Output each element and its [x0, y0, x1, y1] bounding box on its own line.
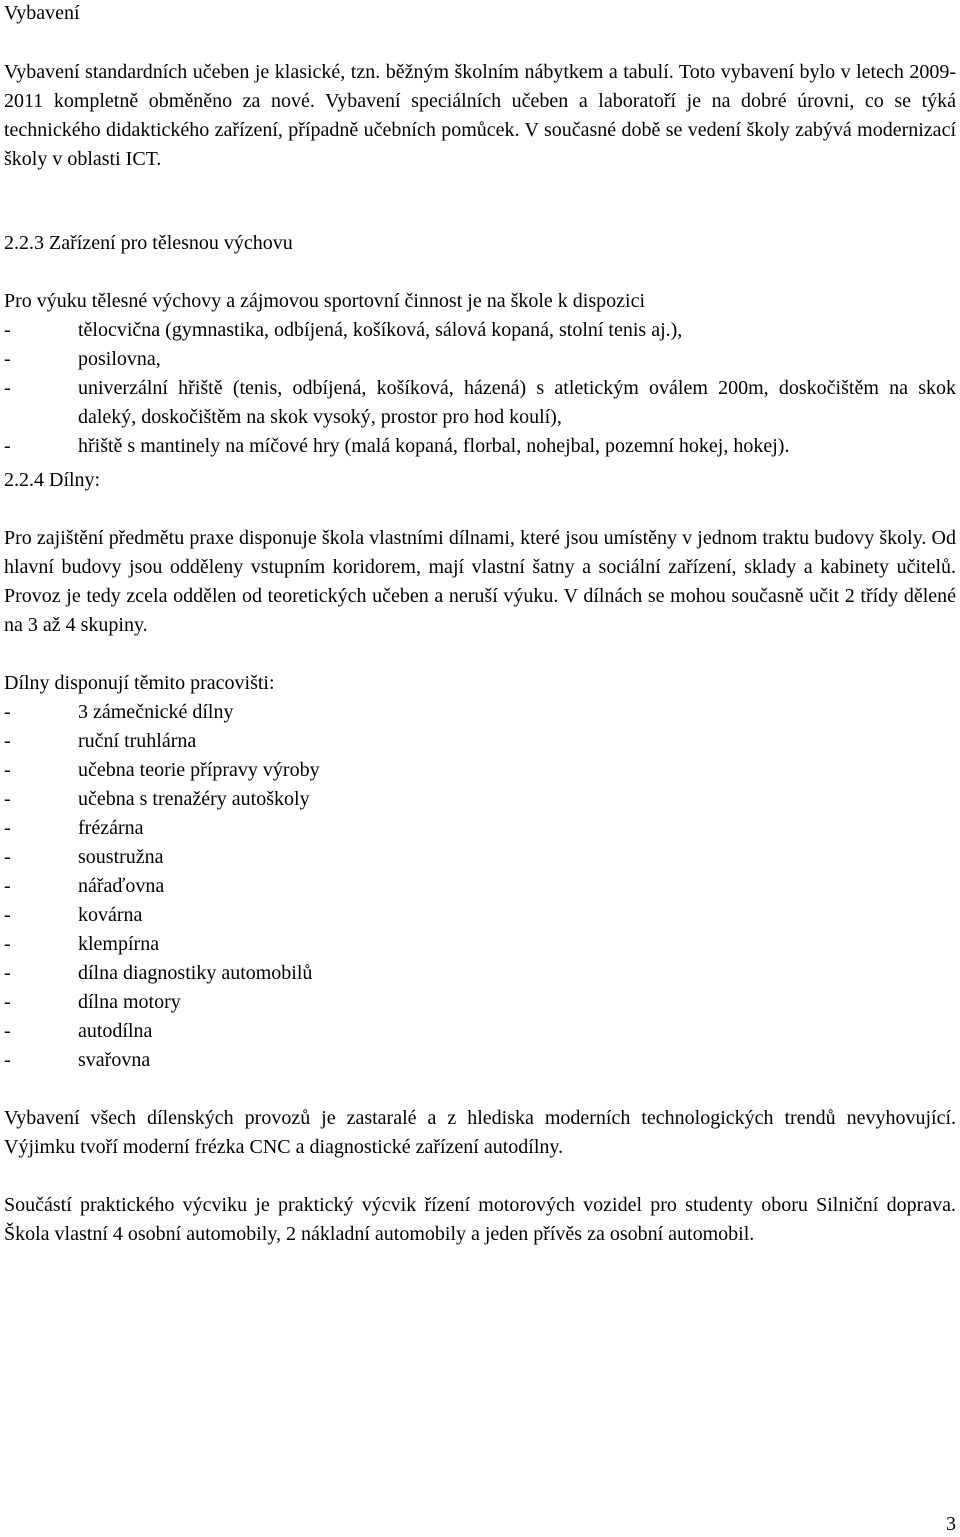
list-dash: -	[4, 991, 11, 1013]
list-item	[4, 1046, 956, 1075]
section-heading-equipment: Vybavení	[4, 2, 80, 24]
list-item-text: tělocvična (gymnastika, odbíjená, košíková, sálová kopaná, stolní tenis aj.),	[78, 319, 683, 341]
list-dash: -	[4, 730, 11, 752]
paragraph-pe-intro: Pro výuku tělesné výchovy a zájmovou sportovní činnost je na škole k dispozici	[4, 290, 645, 312]
list-item-text: svařovna	[78, 1049, 151, 1071]
list-dash: -	[4, 1020, 11, 1042]
list-item	[4, 843, 956, 872]
list-item-text: univerzální hřiště (tenis, odbíjená, košíková, házená) s atletickým oválem 200m, doskočištěm na skok daleký, doskočištěm na skok vysoký, prostor pro hod koulí),	[78, 377, 956, 428]
list-item	[4, 872, 956, 901]
paragraph-equipment: Vybavení standardních učeben je klasické, tzn. běžným školním nábytkem a tabulí. Toto vybavení bylo v letech 2009-2011 kompletně obměněno za nové. Vybavení speciálních učeben a laboratoří je na dobré úrovni, co se týká technického didaktického zařízení, případně učebních pomůcek. V současné době se vedení školy zabývá modernizací školy v oblasti ICT.	[4, 61, 956, 170]
list-dash: -	[4, 319, 11, 341]
pe-facilities-list	[4, 316, 956, 461]
workshops-list	[4, 698, 956, 1075]
list-item	[4, 988, 956, 1017]
paragraph-workshops-condition: Vybavení všech dílenských provozů je zastaralé a z hlediska moderních technologických trendů nevyhovující. Výjimku tvoří moderní frézka CNC a diagnostické zařízení autodílny.	[4, 1107, 956, 1158]
list-item-text: dílna diagnostiky automobilů	[78, 962, 313, 984]
list-dash: -	[4, 377, 11, 399]
list-item-text: soustružna	[78, 846, 164, 868]
page-number: 3	[946, 1513, 956, 1535]
list-item	[4, 901, 956, 930]
list-dash: -	[4, 904, 11, 926]
list-item	[4, 1017, 956, 1046]
list-item	[4, 785, 956, 814]
list-item	[4, 727, 956, 756]
list-dash: -	[4, 435, 11, 457]
list-item-text: 3 zámečnické dílny	[78, 701, 234, 723]
list-item	[4, 316, 956, 345]
document-page	[4, 0, 956, 1249]
list-item	[4, 374, 956, 432]
list-item-text: učebna teorie přípravy výroby	[78, 759, 320, 781]
list-dash: -	[4, 846, 11, 868]
workshops-list-intro: Dílny disponují těmito pracovišti:	[4, 672, 275, 694]
list-dash: -	[4, 788, 11, 810]
section-title-workshops: 2.2.4 Dílny:	[4, 469, 101, 491]
paragraph-workshops: Pro zajištění předmětu praxe disponuje škola vlastními dílnami, které jsou umístěny v jednom traktu budovy školy. Od hlavní budovy jsou odděleny vstupním koridorem, mají vlastní šatny a sociální zařízení, sklady a kabinety učitelů. Provoz je tedy zcela oddělen od teoretických učeben a neruší výuku. V dílnách se mohou současně učit 2 třídy dělené na 3 až 4 skupiny.	[4, 527, 956, 636]
paragraph-driving-training: Součástí praktického výcviku je praktický výcvik řízení motorových vozidel pro studenty oboru Silniční doprava. Škola vlastní 4 osobní automobily, 2 nákladní automobily a jeden přívěs za osobní automobil.	[4, 1194, 956, 1245]
list-item-text: posilovna,	[78, 348, 161, 370]
list-item	[4, 345, 956, 374]
list-dash: -	[4, 933, 11, 955]
list-item-text: klempírna	[78, 933, 160, 955]
list-dash: -	[4, 817, 11, 839]
list-item-text: frézárna	[78, 817, 144, 839]
list-dash: -	[4, 875, 11, 897]
list-dash: -	[4, 701, 11, 723]
list-item-text: ruční truhlárna	[78, 730, 197, 752]
list-item	[4, 698, 956, 727]
list-dash: -	[4, 759, 11, 781]
section-title-pe: 2.2.3 Zařízení pro tělesnou výchovu	[4, 232, 293, 254]
list-item	[4, 959, 956, 988]
list-dash: -	[4, 962, 11, 984]
list-dash: -	[4, 348, 11, 370]
list-item	[4, 756, 956, 785]
list-item	[4, 930, 956, 959]
list-item	[4, 814, 956, 843]
list-item-text: autodílna	[78, 1020, 153, 1042]
list-item-text: učebna s trenažéry autoškoly	[78, 788, 310, 810]
list-item	[4, 432, 956, 461]
list-item-text: dílna motory	[78, 991, 181, 1013]
list-dash: -	[4, 1049, 11, 1071]
list-item-text: kovárna	[78, 904, 143, 926]
list-item-text: nářaďovna	[78, 875, 165, 897]
list-item-text: hřiště s mantinely na míčové hry (malá kopaná, florbal, nohejbal, pozemní hokej, hokej).	[78, 435, 790, 457]
